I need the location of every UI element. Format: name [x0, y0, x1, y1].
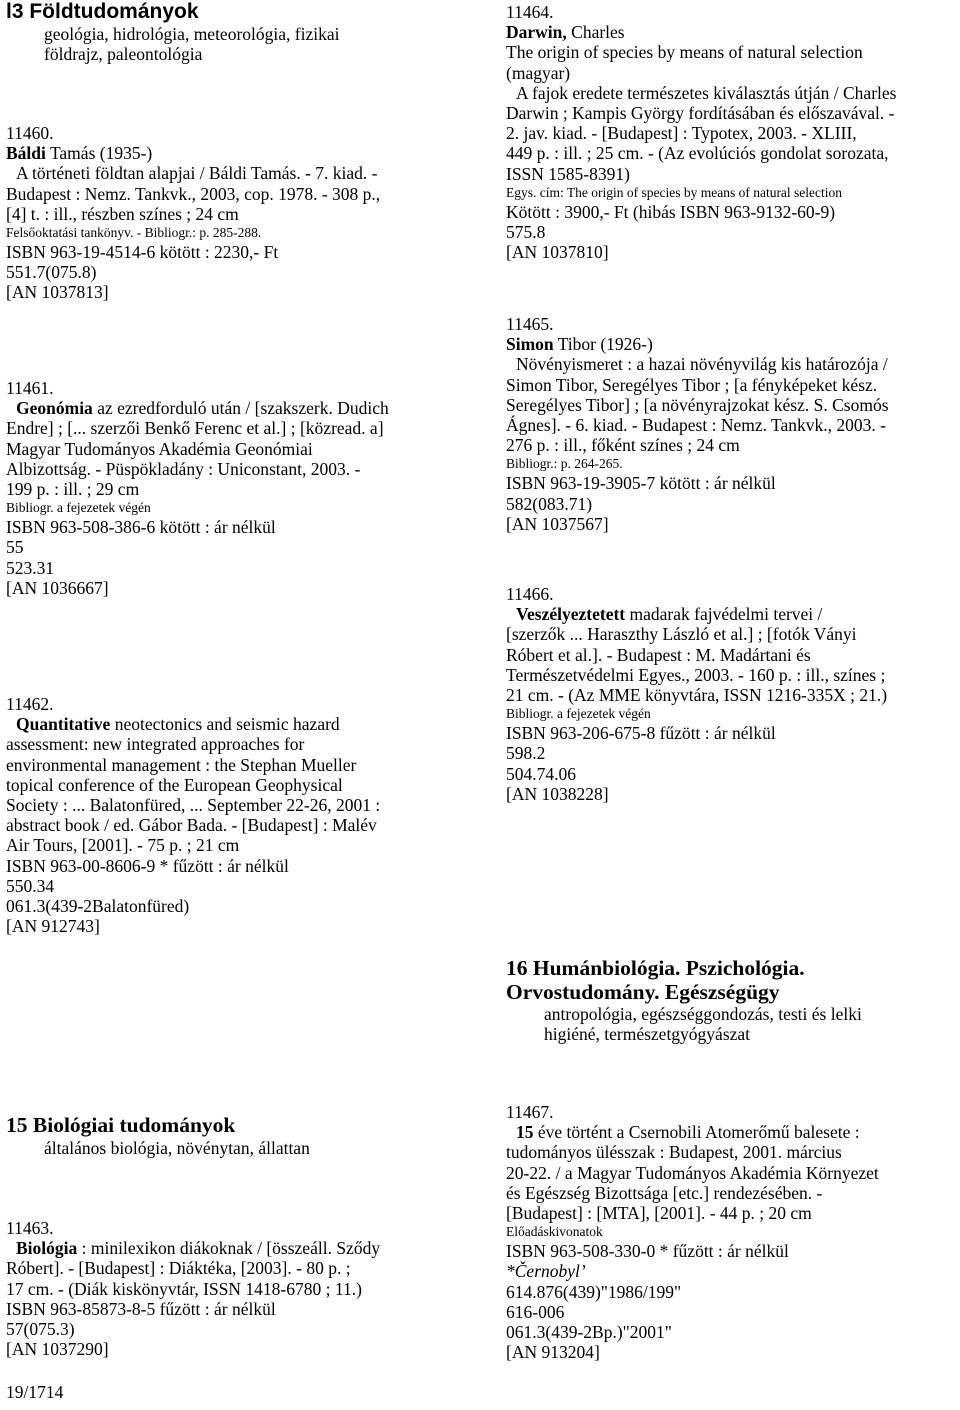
- entry-line: Darwin ; Kampis György fordításában és előszavával. -: [506, 103, 895, 124]
- entry-author: [506, 22, 958, 42]
- entry-line: A történeti földtan alapjai / Báldi Tamás. - 7. kiad. -: [16, 163, 378, 184]
- section-subtitle-line: földrajz, paleontológia: [44, 44, 203, 65]
- entry-note: Egys. cím: The origin of species by means of natural selection: [506, 184, 843, 200]
- entry-11465: [506, 314, 958, 534]
- entry-isbn: ISBN 963-85873-8-5 fűzött : ár nélkül: [6, 1298, 276, 1319]
- entry-classification: 582(083.71): [506, 493, 593, 514]
- entry-note: Bibliogr.: p. 264-265.: [506, 456, 623, 472]
- entry-line: Természetvédelmi Egyes., 2003. - 160 p. : ill., színes ;: [506, 664, 886, 685]
- author-surname: Simon: [506, 334, 554, 355]
- author-rest: Charles: [566, 22, 625, 43]
- entry-isbn: ISBN 963-206-675-8 fűzött : ár nélkül: [506, 723, 776, 744]
- entry-isbn: ISBN 963-508-386-6 kötött : ár nélkül: [6, 517, 276, 538]
- entry-line: Növényismeret : a hazai növényvilág kis határozója /: [516, 354, 888, 375]
- section-subtitle-line: geológia, hidrológia, meteorológia, fizikai: [44, 24, 340, 44]
- entry-isbn: ISBN 963-00-8606-9 * fűzött : ár nélkül: [6, 855, 289, 876]
- section-subtitle: [506, 1004, 958, 1044]
- entry-line: [4] t. : ill., részben színes ; 24 cm: [6, 203, 239, 224]
- entry-line: Society : ... Balatonfüred, ... September 22-26, 2001 :: [6, 795, 381, 816]
- title-rest: : minilexikon diákoknak / [összeáll. Sződy: [77, 1238, 381, 1259]
- entry-line: Magyar Tudományos Akadémia Geonómiai: [6, 438, 313, 459]
- entry-line: (magyar): [506, 62, 571, 83]
- entry-number: 11462.: [6, 694, 54, 714]
- entry-11467: [506, 1102, 958, 1362]
- entry-line: 276 p. : ill., főként színes ; 24 cm: [506, 435, 740, 456]
- entry-accession: [AN 1037290]: [6, 1339, 109, 1360]
- entry-line: [Budapest] : [MTA], [2001]. - 44 p. ; 20 cm: [506, 1203, 812, 1224]
- entry-line: abstract book / ed. Gábor Bada. - [Budapest] : Malév: [6, 815, 377, 836]
- entry-line: 449 p. : ill. ; 25 cm. - (Az evolúciós gondolat sorozata,: [506, 143, 889, 164]
- entry-classification: 061.3(439-2Balatonfüred): [6, 896, 190, 917]
- entry-number: 11460.: [6, 123, 54, 143]
- entry-line: assessment: new integrated approaches for: [6, 734, 305, 755]
- section-subtitle-line: általános biológia, növénytan, állattan: [44, 1137, 310, 1158]
- entry-title: [6, 714, 481, 734]
- entry-line: 2. jav. kiad. - [Budapest] : Typotex, 2003. - XLIII,: [506, 123, 857, 144]
- entry-note: Előadáskivonatok: [506, 1224, 603, 1240]
- entry-line: [szerzők ... Haraszthy László et al.] ; [fotók Ványi: [506, 624, 857, 645]
- entry-11466: [506, 584, 958, 804]
- entry-11461: [6, 378, 481, 598]
- entry-line: Simon Tibor, Seregélyes Tibor ; [a fényképeket kész.: [506, 374, 878, 395]
- section-subtitle-line: antropológia, egészséggondozás, testi és lelki: [544, 1004, 862, 1024]
- entry-classification: 523.31: [6, 557, 55, 578]
- title-rest: neotectonics and seismic hazard: [110, 714, 340, 735]
- entry-classification: 55: [6, 537, 24, 558]
- entry-line: A fajok eredete természetes kiválasztás útján / Charles: [516, 82, 897, 103]
- entry-11463: [6, 1218, 481, 1359]
- entry-accession: [AN 1037813]: [6, 282, 109, 303]
- entry-accession: [AN 1037567]: [506, 513, 609, 534]
- title-keyword: Quantitative: [16, 714, 111, 735]
- entry-isbn: ISBN 963-19-3905-7 kötött : ár nélkül: [506, 473, 776, 494]
- entry-subject-heading: *Černobyl’: [506, 1261, 586, 1282]
- entry-author: [506, 334, 958, 354]
- entry-classification: 504.74.06: [506, 763, 576, 784]
- entry-line: 199 p. : ill. ; 29 cm: [6, 479, 140, 500]
- entry-classification: 616-006: [506, 1301, 565, 1322]
- entry-title: [6, 398, 481, 418]
- entry-note: Bibliogr. a fejezetek végén: [6, 500, 151, 516]
- entry-11462: [6, 694, 481, 936]
- entry-line: és Egészség Bizottsága [etc.] rendezésében. -: [506, 1182, 823, 1203]
- entry-number: 11463.: [6, 1218, 54, 1238]
- title-rest: madarak fajvédelmi tervei /: [625, 604, 823, 625]
- entry-number: 11464.: [506, 2, 554, 22]
- section-title-line: Orvostudomány. Egészségügy: [506, 979, 780, 1004]
- entry-title: [506, 604, 958, 624]
- entry-accession: [AN 1038228]: [506, 783, 609, 804]
- entry-line: environmental management : the Stephan Mueller: [6, 754, 357, 775]
- entry-line: Róbert]. - [Budapest] : Diáktéka, [2003]. - 80 p. ;: [6, 1258, 351, 1279]
- section-title: [506, 957, 958, 1004]
- section-title: 15 Biológiai tudományok: [6, 1113, 236, 1137]
- entry-line: ISSN 1585-8391): [506, 163, 630, 184]
- entry-title: [6, 1238, 481, 1258]
- entry-classification: 061.3(439-2Bp.)"2001": [506, 1322, 672, 1343]
- entry-line: Budapest : Nemz. Tankvk., 2003, cop. 1978. - 308 p.,: [6, 183, 381, 204]
- entry-line: topical conference of the European Geophysical: [6, 774, 343, 795]
- entry-line: Air Tours, [2001]. - 75 p. ; 21 cm: [6, 835, 240, 856]
- section-subtitle-line: higiéné, természetgyógyászat: [544, 1024, 751, 1045]
- page-number: 19/1714: [6, 1382, 64, 1402]
- author-rest: Tibor (1926-): [553, 334, 653, 355]
- entry-accession: [AN 1036667]: [6, 577, 109, 598]
- entry-line: Ágnes]. - 6. kiad. - Budapest : Nemz. Tankvk., 2003. -: [506, 415, 886, 436]
- entry-uniform-title: The origin of species by means of natural selection: [506, 42, 863, 63]
- entry-line: Róbert et al.]. - Budapest : M. Madártani és: [506, 644, 811, 665]
- section-subtitle: [6, 24, 481, 64]
- entry-number: 11461.: [6, 378, 54, 398]
- entry-classification: 57(075.3): [6, 1319, 75, 1340]
- entry-line: Albizottság. - Püspökladány : Uniconstant, 2003. -: [6, 458, 361, 479]
- entry-accession: [AN 1037810]: [506, 242, 609, 263]
- entry-classification: 551.7(075.8): [6, 262, 97, 283]
- title-rest: éve történt a Csernobili Atomerőmű balesete :: [533, 1122, 860, 1143]
- entry-line: 20-22. / a Magyar Tudományos Akadémia Környezet: [506, 1162, 879, 1183]
- title-keyword: 15: [516, 1122, 534, 1143]
- entry-number: 11465.: [506, 314, 554, 334]
- section-13-heading: [6, 0, 481, 64]
- entry-line: Seregélyes Tibor] ; [a növényrajzokat kész. S. Csomós: [506, 394, 889, 415]
- title-rest: az ezredforduló után / [szakszerk. Dudich: [92, 398, 389, 419]
- entry-author: [6, 143, 481, 163]
- entry-number: 11466.: [506, 584, 554, 604]
- author-rest: Tamás (1935-): [45, 143, 153, 164]
- entry-line: Endre] ; [... szerzői Benkő Ferenc et al.] ; [közread. a]: [6, 418, 384, 439]
- entry-note: Bibliogr. a fejezetek végén: [506, 706, 651, 722]
- entry-11464: [506, 2, 958, 262]
- entry-isbn: Kötött : 3900,- Ft (hibás ISBN 963-9132-60-9): [506, 201, 836, 222]
- section-subtitle: [6, 1138, 481, 1158]
- entry-line: 17 cm. - (Diák kiskönyvtár, ISSN 1418-6780 ; 11.): [6, 1278, 362, 1299]
- title-keyword: Biológia: [16, 1238, 78, 1259]
- section-title-line: 16 Humánbiológia. Pszichológia.: [506, 956, 805, 980]
- section-15-heading: [6, 1114, 481, 1158]
- author-surname: Darwin,: [506, 22, 567, 43]
- entry-accession: [AN 912743]: [6, 916, 100, 937]
- entry-11460: [6, 123, 481, 303]
- entry-line: 21 cm. - (Az MME könyvtára, ISSN 1216-335X ; 21.): [506, 685, 888, 706]
- title-keyword: Veszélyeztetett: [516, 604, 626, 625]
- entry-classification: 575.8: [506, 222, 546, 243]
- section-16-heading: [506, 957, 958, 1044]
- entry-classification: 614.876(439)"1986/199": [506, 1281, 682, 1302]
- entry-note: Felsőoktatási tankönyv. - Bibliogr.: p. 285-288.: [6, 225, 262, 241]
- entry-line: tudományos ülésszak : Budapest, 2001. március: [506, 1142, 842, 1163]
- section-title: l3 Földtudományok: [6, 0, 199, 23]
- entry-isbn: ISBN 963-508-330-0 * fűzött : ár nélkül: [506, 1241, 789, 1262]
- author-surname: Báldi: [6, 143, 46, 164]
- entry-accession: [AN 913204]: [506, 1342, 600, 1363]
- entry-number: 11467.: [506, 1102, 554, 1122]
- entry-classification: 550.34: [6, 875, 55, 896]
- page-footer: [6, 1382, 481, 1402]
- entry-isbn: ISBN 963-19-4514-6 kötött : 2230,- Ft: [6, 242, 279, 263]
- title-keyword: Geonómia: [16, 398, 93, 419]
- entry-title: [506, 1122, 958, 1142]
- entry-classification: 598.2: [506, 743, 546, 764]
